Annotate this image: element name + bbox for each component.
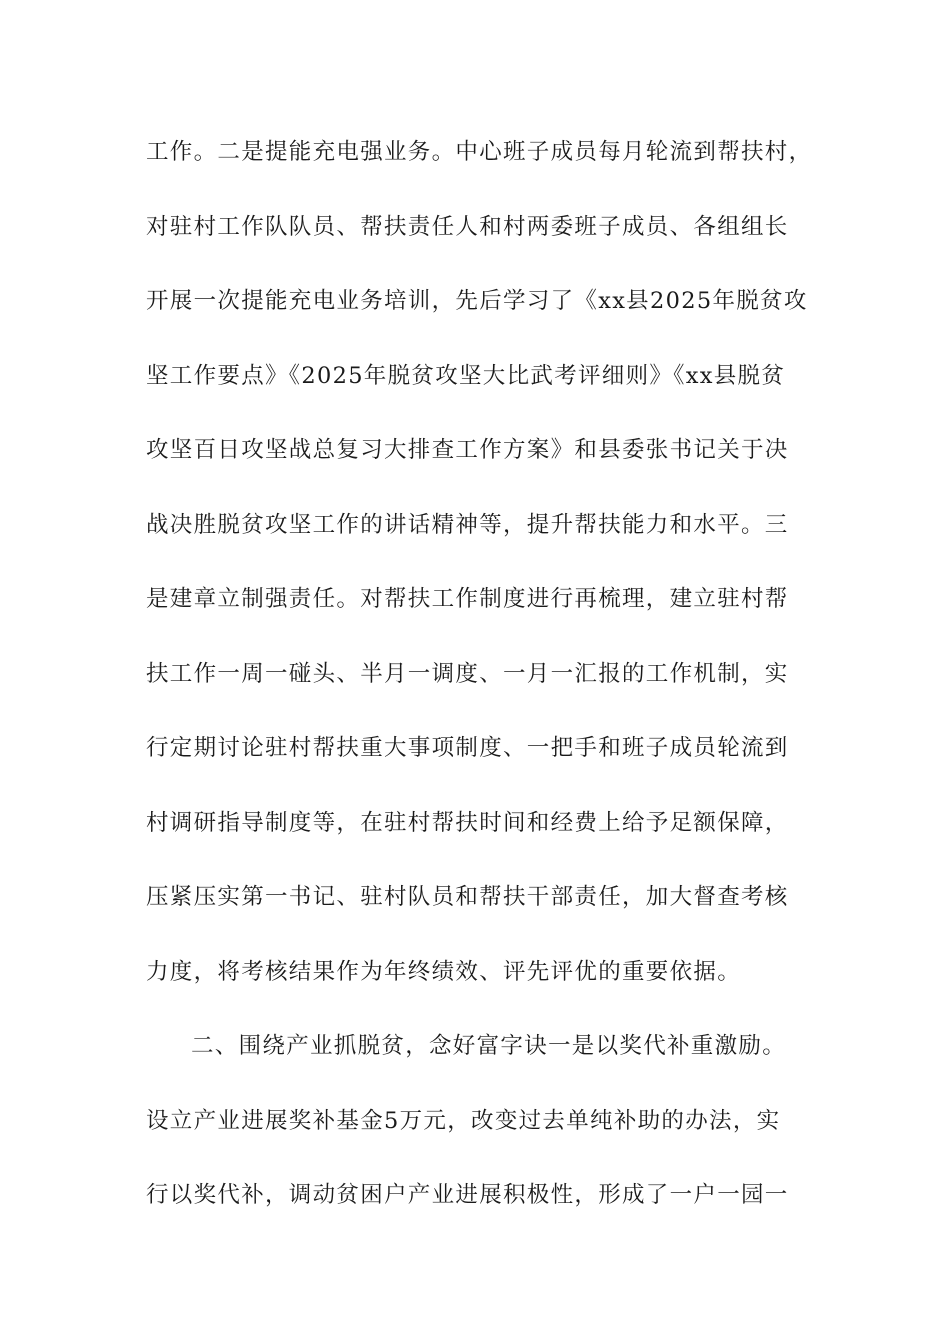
text-line: 力度，将考核结果作为年终绩效、评先评优的重要依据。 xyxy=(146,958,742,985)
text-line: 工作。二是提能充电强业务。中心班子成员每月轮流到帮扶村， xyxy=(146,139,813,165)
text-line: 开展一次提能充电业务培训，先后学习了《xx县2025年脱贫攻 xyxy=(146,288,808,314)
text-line: 设立产业进展奖补基金5万元，改变过去单纯补助的办法，实 xyxy=(146,1107,781,1134)
text-line: 对驻村工作队队员、帮扶责任人和村两委班子成员、各组组长 xyxy=(146,213,789,240)
text-line: 村调研指导制度等，在驻村帮扶时间和经费上给予足额保障， xyxy=(146,809,789,836)
body-text xyxy=(146,128,813,1246)
text-line: 攻坚百日攻坚战总复习大排查工作方案》和县委张书记关于决 xyxy=(146,437,789,463)
section-heading-line: 二、围绕产业抓脱贫，念好富字诀一是以奖代补重激励。 xyxy=(191,1033,787,1059)
text-line: 行以奖代补，调动贫困户产业进展积极性，形成了一户一园一 xyxy=(146,1182,789,1208)
text-line: 扶工作一周一碰头、半月一调度、一月一汇报的工作机制，实 xyxy=(146,660,789,687)
text-line: 行定期讨论驻村帮扶重大事项制度、一把手和班子成员轮流到 xyxy=(146,735,789,761)
text-line: 坚工作要点》《2025年脱贫攻坚大比武考评细则》《xx县脱贫 xyxy=(146,362,786,389)
text-line: 是建章立制强责任。对帮扶工作制度进行再梳理，建立驻村帮 xyxy=(146,586,789,612)
text-line: 压紧压实第一书记、驻村队员和帮扶干部责任，加大督查考核 xyxy=(146,884,789,910)
text-line: 战决胜脱贫攻坚工作的讲话精神等，提升帮扶能力和水平。三 xyxy=(146,511,789,538)
